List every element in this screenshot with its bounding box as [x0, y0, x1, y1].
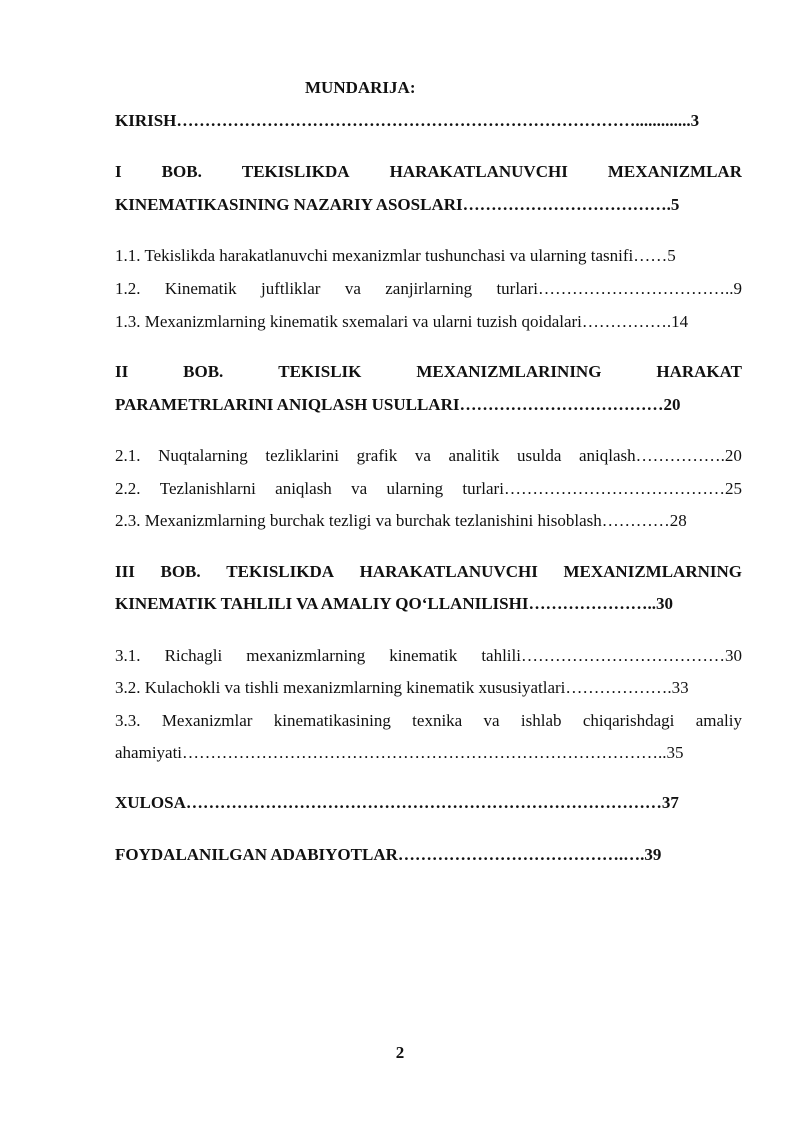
- heading-word: TEKISLIKDA: [226, 562, 334, 581]
- heading-word: BOB.: [183, 362, 224, 381]
- entry-word: zanjirlarning: [385, 279, 473, 298]
- toc-section-2-3[interactable]: 2.3. Mexanizmlarning burchak tezligi va burchak tezlanishini hisoblash…………28: [115, 511, 687, 530]
- entry-word: va: [351, 479, 368, 498]
- heading-word: TEKISLIKDA: [241, 162, 350, 181]
- entry-word: kinematik: [389, 646, 458, 665]
- entry-word: Tezlanishlarni: [159, 479, 256, 498]
- toc-entry-kirish[interactable]: KIRISH……………………………………………………………………….............3: [115, 111, 700, 130]
- entry-word: ishlab: [520, 711, 562, 730]
- toc-section-1-1[interactable]: 1.1. Tekislikda harakatlanuvchi mexanizmlar tushunchasi va ularning tasnifi……5: [115, 246, 676, 265]
- heading-word: MEXANIZMLARINING: [416, 362, 602, 381]
- entry-word: Mexanizmlar: [161, 711, 253, 730]
- entry-word: amaliy: [695, 711, 742, 730]
- toc-section-2-1[interactable]: [115, 446, 742, 466]
- entry-word: Nuqtalarning: [158, 446, 248, 465]
- entry-word: turlari…………………………………25: [462, 479, 742, 498]
- entry-word: kinematikasining: [273, 711, 391, 730]
- toc-entry-xulosa[interactable]: XULOSA…………………………………………………………………………37: [115, 793, 679, 812]
- entry-word: analitik: [448, 446, 500, 465]
- toc-chapter-1-heading-line2[interactable]: KINEMATIKASINING NAZARIY ASOSLARI……………………………….5: [115, 195, 680, 214]
- toc-section-3-2[interactable]: 3.2. Kulachokli va tishli mexanizmlarning kinematik xususiyatlari……………….33: [115, 678, 689, 697]
- heading-word: HARAKATLANUVCHI: [389, 162, 568, 181]
- toc-section-3-3-line2[interactable]: ahamiyati…………………………………………………………………………..35: [115, 743, 684, 762]
- entry-word: tahlili………………………………30: [481, 646, 742, 665]
- entry-word: aniqlash…………….20: [579, 446, 742, 465]
- toc-chapter-1-heading[interactable]: [115, 162, 742, 182]
- entry-word: ularning: [386, 479, 444, 498]
- heading-word: MEXANIZMLARNING: [563, 562, 742, 581]
- entry-word: turlari……………………………..9: [496, 279, 742, 298]
- toc-chapter-2-heading[interactable]: [115, 362, 742, 382]
- entry-word: 3.3.: [115, 711, 141, 730]
- entry-word: va: [344, 279, 361, 298]
- toc-section-1-3[interactable]: 1.3. Mexanizmlarning kinematik sxemalari va ularni tuzish qoidalari…………….14: [115, 312, 689, 331]
- toc-chapter-3-heading-line2[interactable]: KINEMATIK TAHLILI VA AMALIY QO‘LLANILISHI…………………..30: [115, 594, 673, 613]
- entry-word: texnika: [412, 711, 463, 730]
- entry-word: mexanizmlarning: [246, 646, 366, 665]
- heading-word: TEKISLIK: [278, 362, 362, 381]
- entry-word: usulda: [517, 446, 562, 465]
- heading-word: III: [115, 562, 135, 581]
- toc-section-1-2[interactable]: [115, 279, 742, 299]
- heading-word: II: [115, 362, 129, 381]
- entry-word: 2.2.: [115, 479, 141, 498]
- entry-word: 3.1.: [115, 646, 141, 665]
- toc-section-3-3[interactable]: [115, 711, 742, 731]
- toc-entry-adabiyotlar[interactable]: FOYDALANILGAN ADABIYOTLAR………………………………….….39: [115, 845, 662, 864]
- heading-word: HARAKAT: [656, 362, 742, 381]
- entry-word: tezliklarini: [265, 446, 340, 465]
- toc-title: MUNDARIJA:: [305, 78, 416, 97]
- heading-word: BOB.: [160, 562, 201, 581]
- entry-word: juftliklar: [260, 279, 321, 298]
- heading-word: I: [115, 162, 122, 181]
- entry-word: Richagli: [164, 646, 223, 665]
- heading-word: BOB.: [161, 162, 202, 181]
- toc-section-2-2[interactable]: [115, 479, 742, 499]
- entry-word: Kinematik: [164, 279, 237, 298]
- entry-word: 1.2.: [115, 279, 141, 298]
- heading-word: HARAKATLANUVCHI: [359, 562, 538, 581]
- toc-chapter-2-heading-line2[interactable]: PARAMETRLARINI ANIQLASH USULLARI………………………………20: [115, 395, 681, 414]
- toc-chapter-3-heading[interactable]: [115, 562, 742, 582]
- heading-word: MEXANIZMLAR: [607, 162, 742, 181]
- entry-word: va: [414, 446, 431, 465]
- entry-word: grafik: [356, 446, 398, 465]
- entry-word: chiqarishdagi: [582, 711, 675, 730]
- entry-word: va: [483, 711, 500, 730]
- page-number: 2: [395, 1043, 405, 1062]
- entry-word: 2.1.: [115, 446, 141, 465]
- entry-word: aniqlash: [275, 479, 332, 498]
- toc-section-3-1[interactable]: [115, 646, 742, 666]
